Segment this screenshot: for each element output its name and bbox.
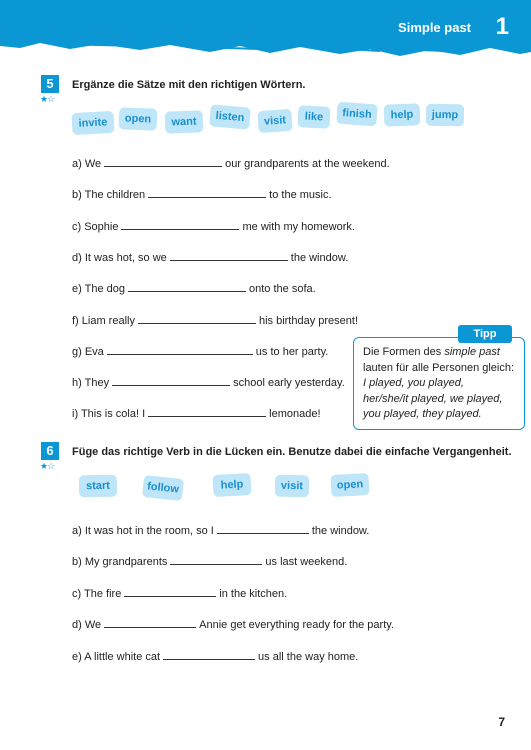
word-chip[interactable]: jump <box>426 104 464 127</box>
answer-blank[interactable] <box>124 585 216 597</box>
page-number: 7 <box>498 715 505 729</box>
word-chip[interactable]: want <box>165 110 204 133</box>
exercise-6-instruction: Füge das richtige Verb in die Lücken ein. Benutze dabei die einfache Vergangenheit. <box>72 446 512 458</box>
header-banner <box>0 0 531 62</box>
answer-blank[interactable] <box>148 186 266 198</box>
sentence-5b: b) The children to the music. <box>72 186 332 201</box>
answer-blank[interactable] <box>104 616 196 628</box>
answer-blank[interactable] <box>128 280 246 292</box>
word-chip[interactable]: invite <box>71 111 114 135</box>
sentence-5f: f) Liam really his birthday present! <box>72 312 358 327</box>
answer-blank[interactable] <box>217 522 309 534</box>
sentence-6b: b) My grandparents us last weekend. <box>72 553 347 568</box>
sentence-5e: e) The dog onto the sofa. <box>72 280 316 295</box>
exercise-5-number: 5 <box>41 75 59 93</box>
sentence-6c: c) The fire in the kitchen. <box>72 585 287 600</box>
sentence-5i: i) This is cola! I lemonade! <box>72 405 321 420</box>
sentence-6e: e) A little white cat us all the way home. <box>72 648 358 663</box>
tip-text: Die Formen des simple past lauten für alle Personen gleich: I played, you played, her/she/it played, we played, you played, they played. <box>363 346 515 420</box>
answer-blank[interactable] <box>170 553 262 565</box>
word-chip[interactable]: help <box>212 473 251 497</box>
exercise-5-instruction: Ergänze die Sätze mit den richtigen Wörtern. <box>72 79 306 91</box>
sentence-5d: d) It was hot, so we the window. <box>72 249 348 264</box>
word-chip[interactable]: listen <box>209 104 251 129</box>
word-chip[interactable]: like <box>297 105 330 129</box>
word-chip[interactable]: follow <box>142 475 184 501</box>
answer-blank[interactable] <box>121 218 239 230</box>
sentence-6a: a) It was hot in the room, so I the window. <box>72 522 369 537</box>
sentence-5c: c) Sophie me with my homework. <box>72 218 355 233</box>
word-chip[interactable]: visit <box>257 109 292 133</box>
unit-title: Simple past <box>398 20 471 35</box>
exercise-5-difficulty-stars: ★☆ <box>40 94 55 104</box>
word-chip[interactable]: help <box>384 103 421 126</box>
sentence-6d: d) We Annie get everything ready for the party. <box>72 616 394 631</box>
exercise-6-number: 6 <box>41 442 59 460</box>
unit-number: 1 <box>495 13 509 40</box>
answer-blank[interactable] <box>104 155 222 167</box>
answer-blank[interactable] <box>138 312 256 324</box>
answer-blank[interactable] <box>170 249 288 261</box>
tip-heading: Tipp <box>458 325 512 343</box>
answer-blank[interactable] <box>148 405 266 417</box>
exercise-6-difficulty-stars: ★☆ <box>40 461 55 471</box>
word-chip[interactable]: finish <box>336 102 377 127</box>
word-chip[interactable]: start <box>79 475 117 498</box>
word-chip[interactable]: visit <box>275 475 309 498</box>
answer-blank[interactable] <box>163 648 255 660</box>
word-chip[interactable]: open <box>330 473 369 497</box>
answer-blank[interactable] <box>112 374 230 386</box>
sentence-5a: a) We our grandparents at the weekend. <box>72 155 390 170</box>
answer-blank[interactable] <box>107 343 253 355</box>
sentence-5h: h) They school early yesterday. <box>72 374 345 389</box>
sentence-5g: g) Eva us to her party. <box>72 343 328 358</box>
word-chip[interactable]: open <box>119 107 158 130</box>
